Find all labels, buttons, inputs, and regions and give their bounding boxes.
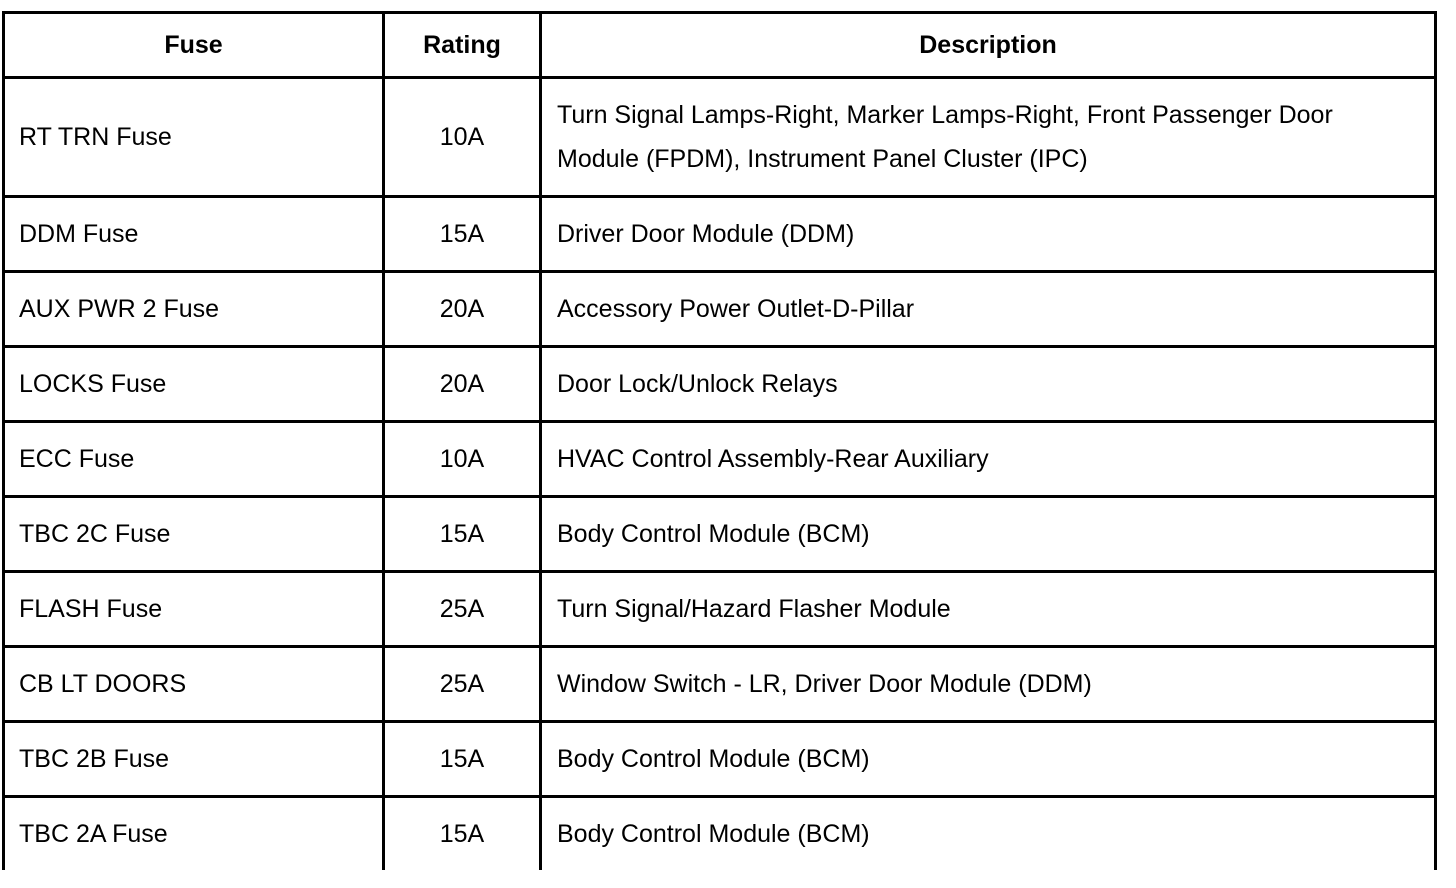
table-row (4, 647, 1436, 722)
table-row (4, 497, 1436, 572)
fuse-name-cell: TBC 2B Fuse (4, 722, 384, 797)
fuse-name-cell: ECC Fuse (4, 422, 384, 497)
header-rating: Rating (384, 13, 541, 78)
description-cell: Body Control Module (BCM) (541, 797, 1436, 871)
description-cell: Body Control Module (BCM) (541, 722, 1436, 797)
rating-cell: 25A (384, 647, 541, 722)
header-description: Description (541, 13, 1436, 78)
fuse-name-cell: AUX PWR 2 Fuse (4, 272, 384, 347)
table-row (4, 797, 1436, 871)
fuse-name-cell: CB LT DOORS (4, 647, 384, 722)
table-row (4, 572, 1436, 647)
description-cell: Window Switch - LR, Driver Door Module (DDM) (541, 647, 1436, 722)
description-cell: Door Lock/Unlock Relays (541, 347, 1436, 422)
description-cell: Accessory Power Outlet-D-Pillar (541, 272, 1436, 347)
table-row (4, 272, 1436, 347)
rating-cell: 15A (384, 722, 541, 797)
fuse-name-cell: TBC 2C Fuse (4, 497, 384, 572)
fuse-name-cell: TBC 2A Fuse (4, 797, 384, 871)
rating-cell: 20A (384, 347, 541, 422)
table-row (4, 197, 1436, 272)
rating-cell: 15A (384, 797, 541, 871)
rating-cell: 10A (384, 78, 541, 197)
header-fuse: Fuse (4, 13, 384, 78)
table-row (4, 722, 1436, 797)
description-cell: Turn Signal Lamps-Right, Marker Lamps-Right, Front Passenger Door Module (FPDM), Instrument Panel Cluster (IPC) (541, 78, 1436, 197)
rating-cell: 20A (384, 272, 541, 347)
fuse-name-cell: DDM Fuse (4, 197, 384, 272)
rating-cell: 10A (384, 422, 541, 497)
fuse-table (2, 11, 1437, 870)
table-row (4, 347, 1436, 422)
fuse-name-cell: FLASH Fuse (4, 572, 384, 647)
description-cell: Body Control Module (BCM) (541, 497, 1436, 572)
table-row (4, 78, 1436, 197)
description-cell: Driver Door Module (DDM) (541, 197, 1436, 272)
description-cell: HVAC Control Assembly-Rear Auxiliary (541, 422, 1436, 497)
fuse-name-cell: RT TRN Fuse (4, 78, 384, 197)
rating-cell: 15A (384, 497, 541, 572)
fuse-name-cell: LOCKS Fuse (4, 347, 384, 422)
table-row (4, 422, 1436, 497)
rating-cell: 15A (384, 197, 541, 272)
table-header-row (4, 13, 1436, 78)
rating-cell: 25A (384, 572, 541, 647)
description-cell: Turn Signal/Hazard Flasher Module (541, 572, 1436, 647)
